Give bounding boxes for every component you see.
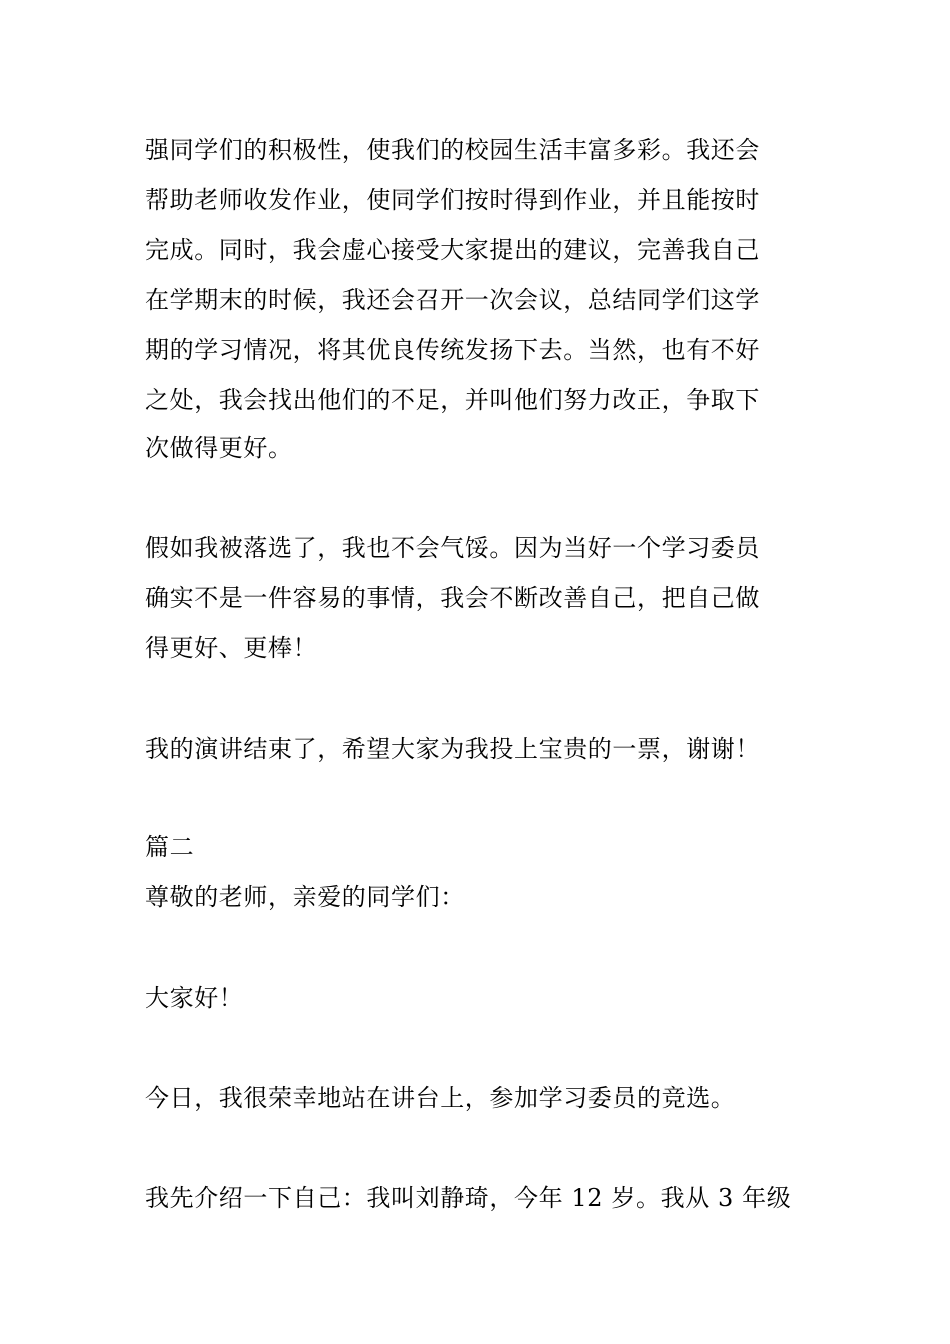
section-heading: 篇二: [145, 833, 195, 861]
paragraph-line: 得更好、更棒！: [145, 634, 318, 662]
paragraph-line: 确实不是一件容易的事情，我会不断改善自己，把自己做: [145, 584, 760, 612]
paragraph-line: 今日，我很荣幸地站在讲台上，参加学习委员的竞选。: [145, 1084, 736, 1112]
paragraph-line: 之处，我会找出他们的不足，并叫他们努力改正，争取下: [145, 386, 760, 414]
greeting: 大家好！: [145, 984, 244, 1012]
paragraph-line: 期的学习情况，将其优良传统发扬下去。当然，也有不好: [145, 336, 760, 364]
paragraph-line: 次做得更好。: [145, 434, 293, 462]
paragraph-line: 假如我被落选了，我也不会气馁。因为当好一个学习委员: [145, 534, 760, 562]
paragraph-line: 我先介绍一下自己：我叫刘静琦，今年 12 岁。我从 3 年级: [145, 1184, 792, 1212]
paragraph-line: 帮助老师收发作业，使同学们按时得到作业，并且能按时: [145, 186, 760, 214]
paragraph-line: 强同学们的积极性，使我们的校园生活丰富多彩。我还会: [145, 136, 760, 164]
paragraph-line: 在学期末的时候，我还会召开一次会议，总结同学们这学: [145, 286, 760, 314]
closing-paragraph: 我的演讲结束了，希望大家为我投上宝贵的一票，谢谢！: [145, 735, 760, 763]
salutation: 尊敬的老师，亲爱的同学们：: [145, 883, 465, 911]
paragraph-line: 完成。同时，我会虚心接受大家提出的建议，完善我自己: [145, 236, 760, 264]
